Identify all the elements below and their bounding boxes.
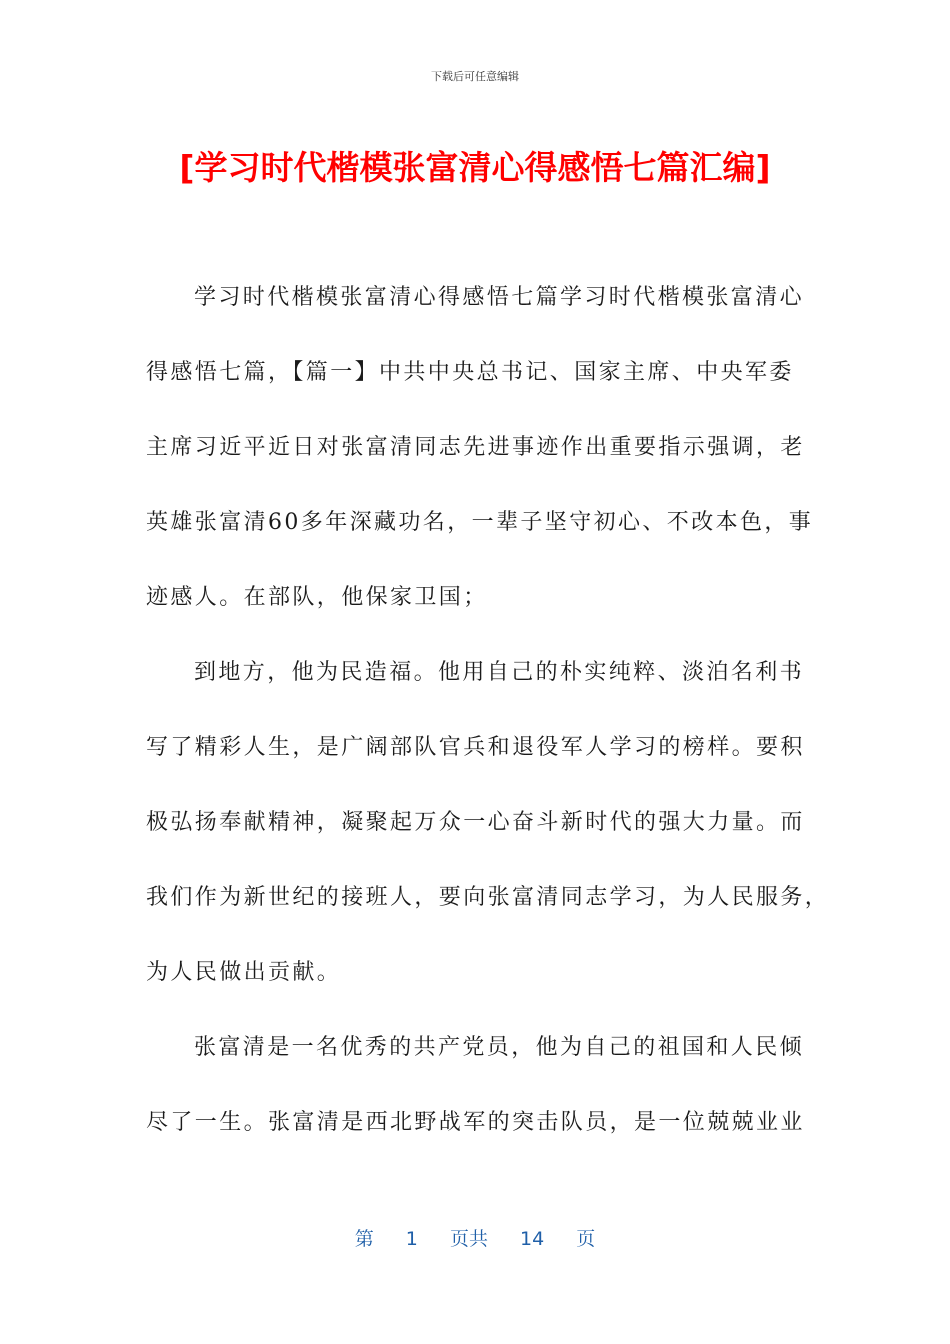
footer-current-page: 1 [405, 1228, 418, 1250]
paragraph-1-line-2: 得感悟七篇，【篇一】中共中央总书记、国家主席、中央军委 [146, 360, 794, 385]
document-title: [学习时代楷模张富清心得感悟七篇汇编] [179, 148, 771, 187]
paragraph-2-line-2: 写了精彩人生，是广阔部队官兵和退役军人学习的榜样。要积 [146, 735, 805, 760]
document-body [146, 268, 830, 1168]
paragraph-2-line-1: 到地方，他为民造福。他用自己的朴实纯粹、淡泊名利书 [194, 660, 805, 685]
header-note: 下载后可任意编辑 [431, 70, 519, 83]
paragraph-1-line-1: 学习时代楷模张富清心得感悟七篇学习时代楷模张富清心 [194, 285, 805, 310]
paragraph-2-line-5: 为人民做出贡献。 [146, 960, 342, 985]
paragraph-3-line-2: 尽了一生。张富清是西北野战军的突击队员，是一位兢兢业业 [146, 1110, 805, 1135]
footer-total-pages: 14 [520, 1228, 545, 1250]
footer-suffix: 页 [576, 1228, 596, 1250]
page-number-footer [0, 1224, 950, 1251]
paragraph-1-line-3: 主席习近平近日对张富清同志先进事迹作出重要指示强调，老 [146, 435, 805, 460]
footer-prefix: 第 [354, 1228, 374, 1250]
paragraph-2-line-3: 极弘扬奉献精神，凝聚起万众一心奋斗新时代的强大力量。而 [146, 810, 805, 835]
paragraph-3-line-1: 张富清是一名优秀的共产党员，他为自己的祖国和人民倾 [194, 1035, 805, 1060]
footer-middle: 页共 [449, 1228, 488, 1250]
paragraph-1-line-4: 英雄张富清60多年深藏功名，一辈子坚守初心、不改本色，事 [146, 510, 814, 535]
paragraph-2-line-4: 我们作为新世纪的接班人，要向张富清同志学习，为人民服务， [146, 885, 830, 910]
paragraph-1-line-5: 迹感人。在部队，他保家卫国； [146, 585, 488, 610]
